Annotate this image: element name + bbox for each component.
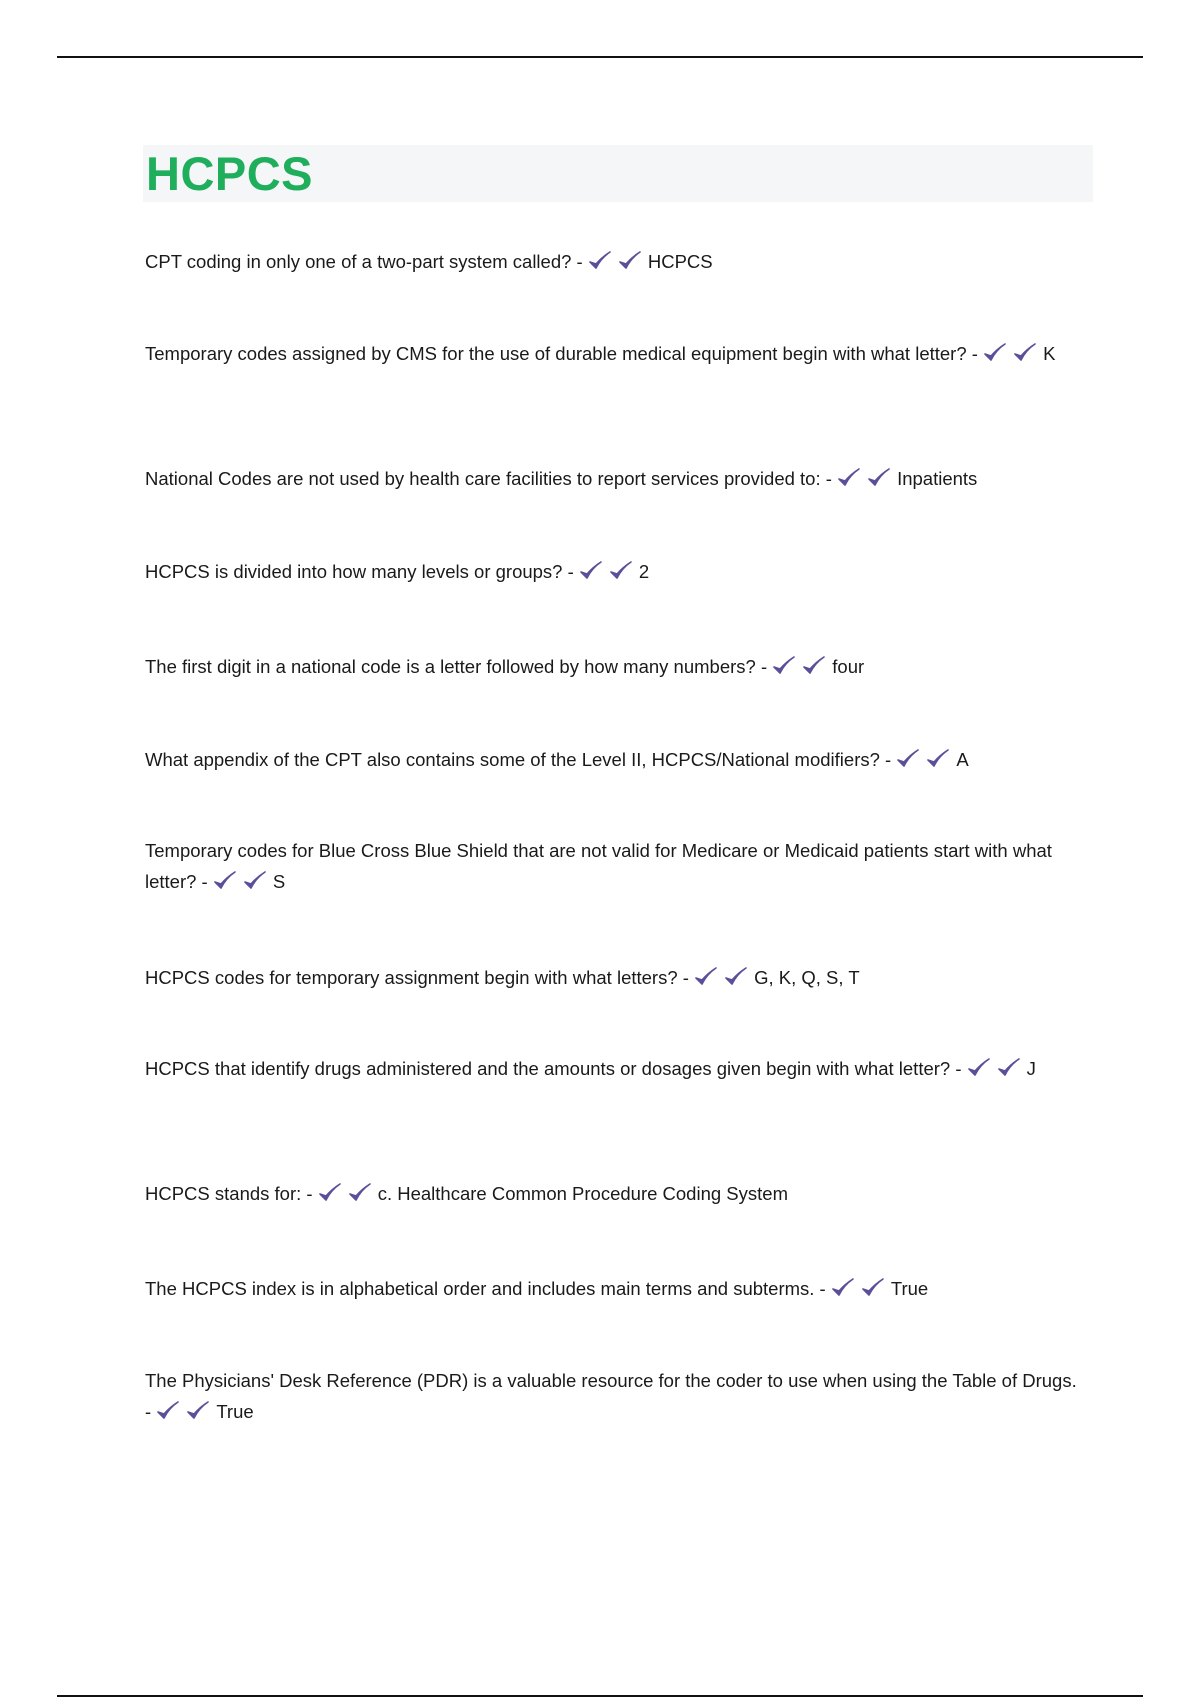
double-check-icon [983, 342, 1007, 364]
question-text: HCPCS stands for: - [145, 1183, 313, 1204]
qa-item [145, 463, 1085, 494]
qa-item [145, 1053, 1085, 1084]
answer-text: J [1026, 1058, 1036, 1079]
question-text: The HCPCS index is in alphabetical order and includes main terms and subterms. - [145, 1278, 826, 1299]
question-text: What appendix of the CPT also contains some of the Level II, HCPCS/National modifiers? - [145, 749, 892, 770]
double-check-icon [926, 748, 950, 770]
answer-text: True [216, 1401, 254, 1422]
answer-text: A [956, 749, 969, 770]
qa-item [145, 556, 1085, 587]
double-check-icon [618, 250, 642, 272]
answer-text: c. Healthcare Common Procedure Coding System [377, 1183, 788, 1204]
question-text: Temporary codes assigned by CMS for the use of durable medical equipment begin with what letter? - [145, 343, 978, 364]
double-check-icon [609, 560, 633, 582]
double-check-icon [318, 1182, 342, 1204]
question-text: The Physicians' Desk Reference (PDR) is a valuable resource for the coder to use when using the Table of Drugs. - [145, 1370, 1077, 1422]
qa-item [145, 962, 1085, 993]
double-check-icon [802, 655, 826, 677]
qa-item [145, 1365, 1085, 1427]
answer-text: 2 [638, 561, 650, 582]
question-text: HCPCS codes for temporary assignment begin with what letters? - [145, 967, 689, 988]
question-text: Temporary codes for Blue Cross Blue Shield that are not valid for Medicare or Medicaid patients start with what letter? - [145, 840, 1052, 892]
double-check-icon [694, 966, 718, 988]
answer-text: G, K, Q, S, T [754, 967, 860, 988]
answer-text: Inpatients [897, 468, 978, 489]
double-check-icon [588, 250, 612, 272]
double-check-icon [348, 1182, 372, 1204]
top-rule [57, 56, 1143, 58]
answer-text: True [890, 1278, 929, 1299]
qa-item [145, 246, 1085, 277]
double-check-icon [896, 748, 920, 770]
page-title: HCPCS [146, 147, 314, 200]
double-check-icon [213, 870, 237, 892]
double-check-icon [156, 1400, 180, 1422]
double-check-icon [1013, 342, 1037, 364]
answer-text: four [832, 656, 865, 677]
double-check-icon [831, 1277, 855, 1299]
double-check-icon [186, 1400, 210, 1422]
question-text: CPT coding in only one of a two-part system called? - [145, 251, 583, 272]
double-check-icon [867, 467, 891, 489]
answer-text: HCPCS [647, 251, 713, 272]
qa-item [145, 835, 1085, 897]
question-text: HCPCS is divided into how many levels or groups? - [145, 561, 574, 582]
double-check-icon [724, 966, 748, 988]
qa-item [145, 338, 1085, 369]
qa-item [145, 1273, 1085, 1304]
double-check-icon [243, 870, 267, 892]
double-check-icon [997, 1057, 1021, 1079]
question-text: The first digit in a national code is a letter followed by how many numbers? - [145, 656, 768, 677]
qa-item [145, 744, 1085, 775]
double-check-icon [967, 1057, 991, 1079]
bottom-rule [57, 1695, 1143, 1697]
double-check-icon [837, 467, 861, 489]
answer-text: S [272, 871, 286, 892]
double-check-icon [579, 560, 603, 582]
double-check-icon [861, 1277, 885, 1299]
qa-item [145, 651, 1085, 682]
double-check-icon [772, 655, 796, 677]
qa-item [145, 1178, 1085, 1209]
answer-text: K [1043, 343, 1056, 364]
question-text: HCPCS that identify drugs administered and the amounts or dosages given begin with what letter? - [145, 1058, 962, 1079]
question-text: National Codes are not used by health care facilities to report services provided to: - [145, 468, 832, 489]
title-banner [143, 145, 1093, 202]
